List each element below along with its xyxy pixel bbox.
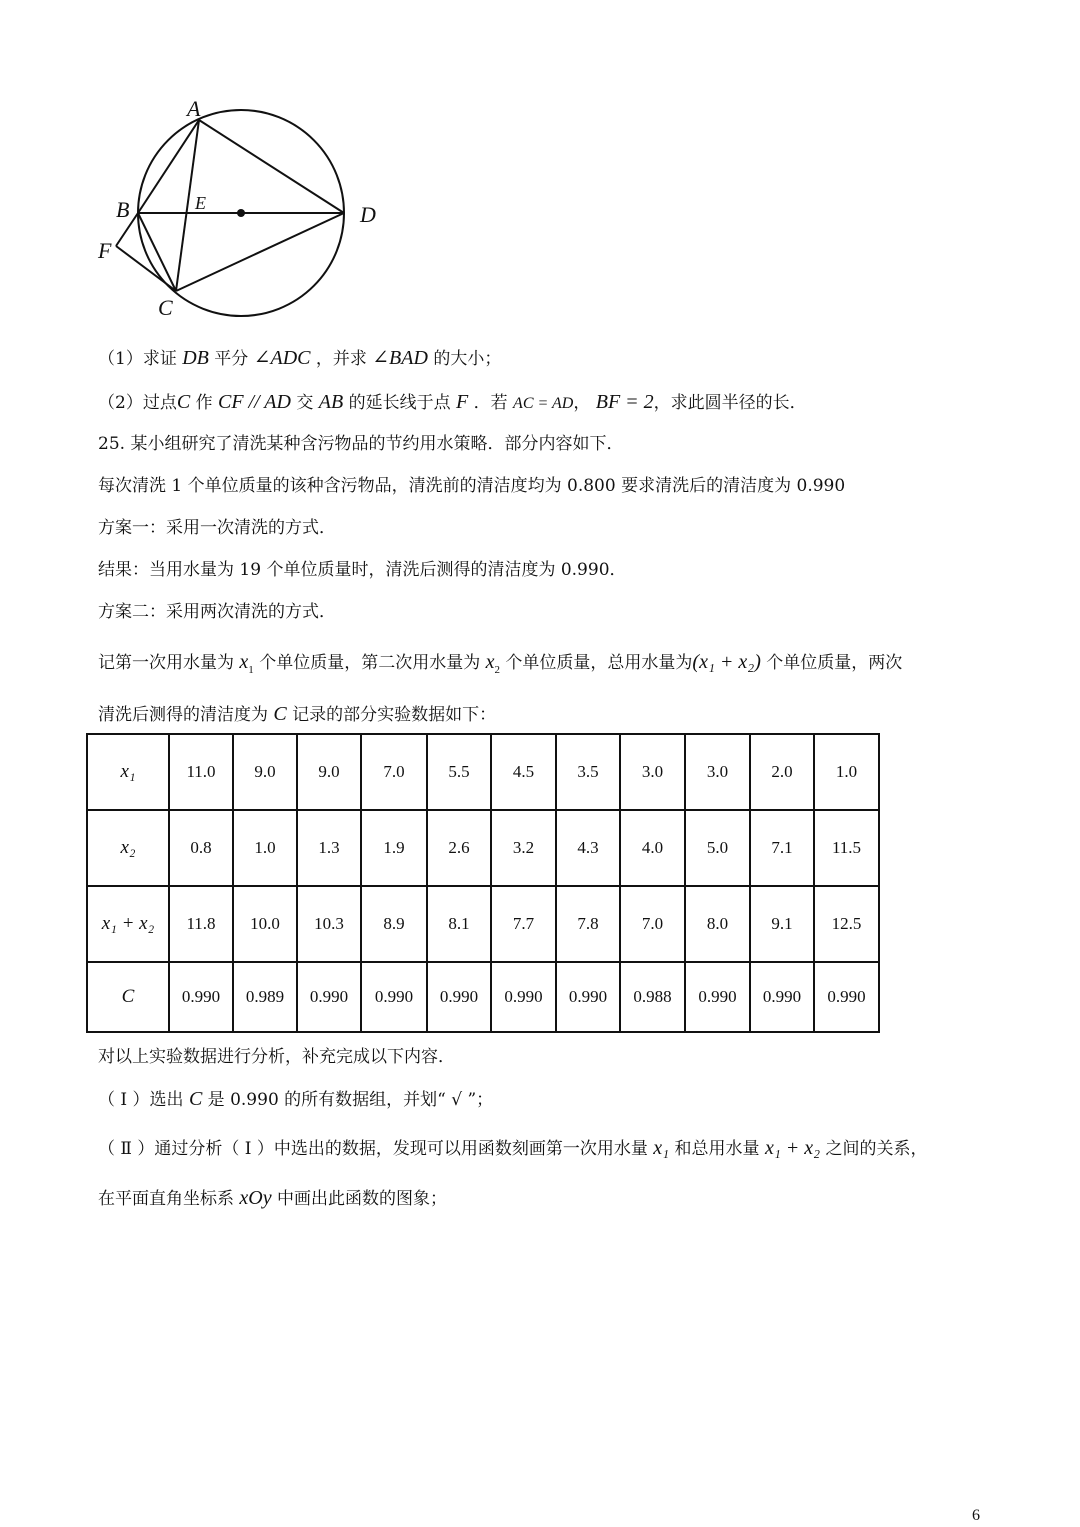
table-cell: 0.988 bbox=[620, 962, 685, 1032]
math-x1-plus-x2: x₁ + x₂ bbox=[764, 1137, 821, 1159]
table-cell: 8.9 bbox=[361, 886, 427, 962]
table-cell: 4.5 bbox=[491, 734, 556, 810]
row-header: x₂ bbox=[87, 810, 169, 886]
text: （ Ⅰ ）选出 bbox=[98, 1090, 189, 1110]
math-C: C bbox=[176, 391, 191, 413]
table-cell: 7.7 bbox=[491, 886, 556, 962]
text: （1）求证 bbox=[98, 349, 183, 369]
math-BF-equals-2: BF = 2 bbox=[595, 391, 654, 413]
segment-BC bbox=[138, 213, 176, 291]
center-point bbox=[237, 209, 245, 217]
text: 个单位质量，两次 bbox=[760, 653, 903, 673]
subscript: 1 bbox=[248, 664, 254, 676]
math-C: C bbox=[188, 1088, 203, 1110]
math-x1-plus-x2: (x₁ + x₂) bbox=[692, 651, 761, 673]
table-cell: 11.8 bbox=[169, 886, 233, 962]
table-cell: 0.989 bbox=[233, 962, 297, 1032]
table-cell: 11.0 bbox=[169, 734, 233, 810]
table-cell: 9.0 bbox=[233, 734, 297, 810]
math-x1 bbox=[239, 651, 254, 676]
math-angle-BAD: ∠BAD bbox=[372, 347, 428, 369]
q25-record-line2 bbox=[98, 702, 496, 727]
q25-part-i bbox=[98, 1087, 493, 1112]
math-AB: AB bbox=[318, 391, 344, 413]
table-cell: 7.1 bbox=[750, 810, 814, 886]
text: （2）过点 bbox=[98, 393, 177, 413]
table-cell: 1.9 bbox=[361, 810, 427, 886]
table-cell: 4.3 bbox=[556, 810, 620, 886]
text: ，求此圆半径的长． bbox=[653, 393, 807, 413]
math-AC-equals-AD: AC = AD bbox=[513, 395, 574, 412]
table-cell: 3.2 bbox=[491, 810, 556, 886]
table-cell: 0.8 bbox=[169, 810, 233, 886]
segment-AB bbox=[138, 120, 199, 213]
table-row bbox=[87, 962, 879, 1032]
table-cell: 0.990 bbox=[814, 962, 879, 1032]
text: 和总用水量 bbox=[669, 1139, 765, 1159]
table-row bbox=[87, 886, 879, 962]
table-cell: 0.990 bbox=[427, 962, 491, 1032]
row-header: x₁ bbox=[87, 734, 169, 810]
row-header: x₁ + x₂ bbox=[87, 886, 169, 962]
table-cell: 5.0 bbox=[685, 810, 750, 886]
label-F: F bbox=[98, 238, 112, 263]
math-F: F bbox=[456, 391, 469, 413]
table-cell: 2.0 bbox=[750, 734, 814, 810]
text: 在平面直角坐标系 bbox=[98, 1189, 240, 1209]
math-x2 bbox=[485, 651, 500, 676]
table-cell: 9.0 bbox=[297, 734, 361, 810]
row-header: C bbox=[87, 962, 169, 1032]
table-cell: 9.1 bbox=[750, 886, 814, 962]
table-cell: 0.990 bbox=[491, 962, 556, 1032]
table-cell: 2.6 bbox=[427, 810, 491, 886]
q25-plan2: 方案二：采用两次清洗的方式． bbox=[98, 602, 336, 622]
math-xOy: xOy bbox=[239, 1187, 272, 1209]
q25-analysis: 对以上实验数据进行分析，补充完成以下内容． bbox=[98, 1047, 455, 1067]
text: 交 bbox=[290, 393, 319, 413]
math-DB: DB bbox=[182, 347, 209, 369]
text: ，并求 bbox=[310, 349, 373, 369]
circle-geometry-figure bbox=[90, 90, 400, 325]
table-cell: 0.990 bbox=[750, 962, 814, 1032]
table-cell: 10.3 bbox=[297, 886, 361, 962]
text: ．若 bbox=[468, 393, 514, 413]
page-number: 6 bbox=[972, 1507, 980, 1524]
table-cell: 7.0 bbox=[361, 734, 427, 810]
table-cell: 8.1 bbox=[427, 886, 491, 962]
table-cell: 1.0 bbox=[814, 734, 879, 810]
text: 记录的部分实验数据如下： bbox=[286, 705, 497, 725]
table-cell: 3.5 bbox=[556, 734, 620, 810]
q25-intro: 每次清洗 1 个单位质量的该种含污物品，清洗前的清洁度均为 0.800 要求清洗后的清洁度为 0.990 bbox=[98, 476, 846, 496]
math-C: C bbox=[273, 703, 287, 725]
text: （ Ⅱ ）通过分析（ Ⅰ ）中选出的数据，发现可以用函数刻画第一次用水量 bbox=[98, 1139, 654, 1159]
text: 个单位质量，第二次用水量为 bbox=[253, 653, 486, 673]
table-cell: 0.990 bbox=[361, 962, 427, 1032]
text: 平分 bbox=[208, 349, 254, 369]
table-cell: 8.0 bbox=[685, 886, 750, 962]
text: 作 bbox=[190, 393, 218, 413]
var: x bbox=[485, 651, 495, 673]
table-row bbox=[87, 734, 879, 810]
experiment-data-table bbox=[86, 733, 880, 1033]
table-cell: 4.0 bbox=[620, 810, 685, 886]
table-cell: 0.990 bbox=[297, 962, 361, 1032]
label-B: B bbox=[116, 197, 130, 222]
text: 记第一次用水量为 bbox=[98, 653, 240, 673]
table-cell: 7.8 bbox=[556, 886, 620, 962]
text: 个单位质量，总用水量为 bbox=[500, 653, 693, 673]
table-cell: 1.3 bbox=[297, 810, 361, 886]
label-A: A bbox=[187, 96, 201, 121]
table-cell: 0.990 bbox=[685, 962, 750, 1032]
table-cell: 12.5 bbox=[814, 886, 879, 962]
q25-title: 25. 某小组研究了清洗某种含污物品的节约用水策略．部分内容如下． bbox=[98, 434, 624, 454]
var: x bbox=[239, 651, 249, 673]
text: 是 0.990 的所有数据组，并划“ √ ”； bbox=[202, 1090, 494, 1110]
q25-plan1: 方案一：采用一次清洗的方式． bbox=[98, 518, 336, 538]
label-D: D bbox=[360, 202, 376, 227]
table-cell: 10.0 bbox=[233, 886, 297, 962]
text: 之间的关系， bbox=[820, 1139, 928, 1159]
q25-result1: 结果：当用水量为 19 个单位质量时，清洗后测得的清洁度为 0.990． bbox=[98, 560, 627, 580]
text: 清洗后测得的清洁度为 bbox=[98, 705, 274, 725]
table-row bbox=[87, 810, 879, 886]
q25-part-ii bbox=[98, 1136, 928, 1161]
table-cell: 3.0 bbox=[620, 734, 685, 810]
q25-part-ii-line2 bbox=[98, 1186, 447, 1211]
segment-AD bbox=[199, 120, 344, 213]
q24-part2 bbox=[98, 390, 807, 416]
text: 的延长线于点 bbox=[343, 393, 457, 413]
text: ， bbox=[573, 393, 596, 413]
table-cell: 11.5 bbox=[814, 810, 879, 886]
text: 中画出此函数的图象； bbox=[271, 1189, 448, 1209]
label-C: C bbox=[158, 295, 173, 320]
math-CF-parallel-AD: CF // AD bbox=[217, 391, 291, 413]
table-cell: 0.990 bbox=[556, 962, 620, 1032]
q24-part1 bbox=[98, 346, 501, 371]
math-angle-ADC: ∠ADC bbox=[253, 347, 311, 369]
math-x1: x₁ bbox=[653, 1137, 670, 1159]
table-cell: 5.5 bbox=[427, 734, 491, 810]
label-E: E bbox=[195, 193, 206, 213]
table-cell: 1.0 bbox=[233, 810, 297, 886]
table-cell: 7.0 bbox=[620, 886, 685, 962]
text: 的大小； bbox=[427, 349, 502, 369]
subscript: 2 bbox=[494, 664, 500, 676]
q25-record-line1 bbox=[98, 650, 902, 682]
table-cell: 3.0 bbox=[685, 734, 750, 810]
table-cell: 0.990 bbox=[169, 962, 233, 1032]
